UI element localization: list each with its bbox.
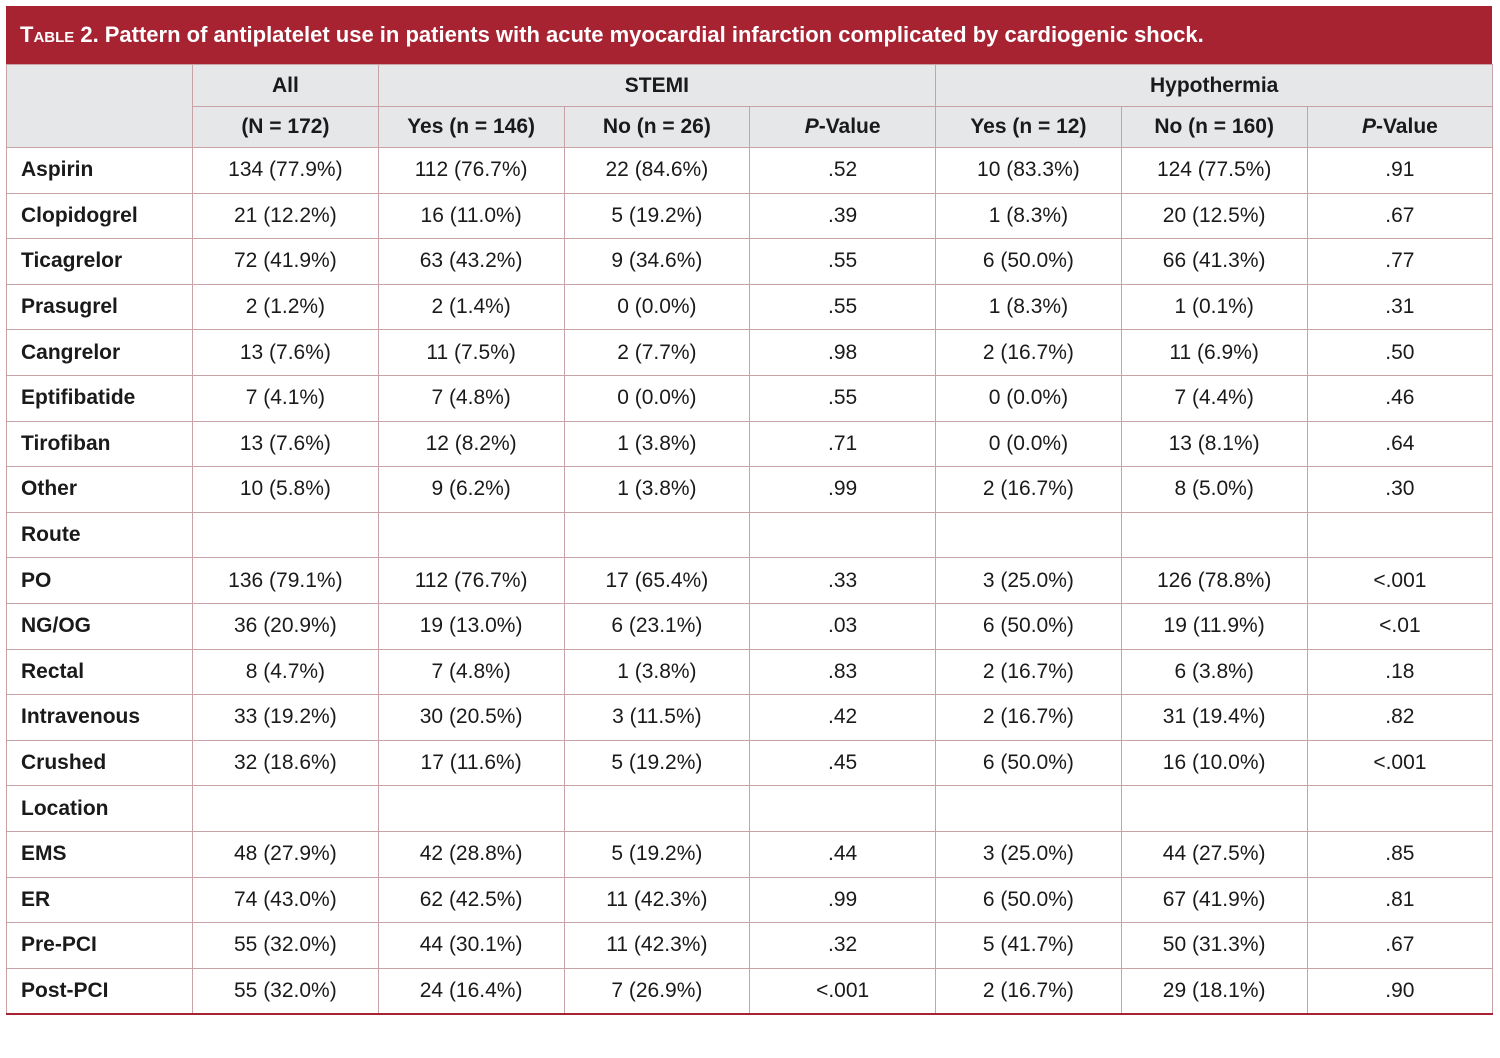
hypothermia-no-cell: 31 (19.4%) xyxy=(1121,695,1307,741)
stemi-pvalue-cell: .39 xyxy=(750,193,936,239)
stemi-pvalue-cell: .33 xyxy=(750,558,936,604)
row-label: Post-PCI xyxy=(7,968,193,1014)
hypothermia-no-cell: 124 (77.5%) xyxy=(1121,148,1307,194)
hypothermia-yes-cell: 2 (16.7%) xyxy=(936,968,1122,1014)
row-label: Prasugrel xyxy=(7,284,193,330)
stemi-pvalue-cell xyxy=(750,512,936,558)
stemi-pvalue-cell: .55 xyxy=(750,239,936,285)
hypothermia-yes-cell: 6 (50.0%) xyxy=(936,603,1122,649)
stemi-no-cell: 6 (23.1%) xyxy=(564,603,750,649)
hypothermia-pvalue-cell: .18 xyxy=(1307,649,1493,695)
all-cell: 13 (7.6%) xyxy=(193,330,379,376)
stemi-yes-cell: 16 (11.0%) xyxy=(378,193,564,239)
stemi-no-cell: 3 (11.5%) xyxy=(564,695,750,741)
hypothermia-pvalue-cell: .46 xyxy=(1307,375,1493,421)
all-cell: 8 (4.7%) xyxy=(193,649,379,695)
hypothermia-yes-cell: 2 (16.7%) xyxy=(936,330,1122,376)
stemi-pvalue-cell: .44 xyxy=(750,831,936,877)
hypothermia-pvalue-cell xyxy=(1307,786,1493,832)
table-body xyxy=(7,148,1493,1014)
table-row xyxy=(7,968,1493,1014)
stemi-yes-cell: 9 (6.2%) xyxy=(378,467,564,513)
header-stemi-yes: Yes (n = 146) xyxy=(378,107,564,148)
row-label: Crushed xyxy=(7,740,193,786)
table-row xyxy=(7,786,1493,832)
hypothermia-yes-cell: 2 (16.7%) xyxy=(936,695,1122,741)
row-label: Aspirin xyxy=(7,148,193,194)
all-cell xyxy=(193,512,379,558)
hypothermia-no-cell: 8 (5.0%) xyxy=(1121,467,1307,513)
table-row xyxy=(7,923,1493,969)
row-label: Other xyxy=(7,467,193,513)
header-stemi-pvalue: P-Value xyxy=(750,107,936,148)
all-cell: 10 (5.8%) xyxy=(193,467,379,513)
all-cell: 33 (19.2%) xyxy=(193,695,379,741)
stemi-pvalue-cell: .55 xyxy=(750,284,936,330)
hypothermia-pvalue-cell: .82 xyxy=(1307,695,1493,741)
hypothermia-yes-cell: 3 (25.0%) xyxy=(936,831,1122,877)
header-all: All xyxy=(193,65,379,107)
table-row xyxy=(7,695,1493,741)
hypothermia-pvalue-cell: .85 xyxy=(1307,831,1493,877)
row-label: Eptifibatide xyxy=(7,375,193,421)
header-corner-lower xyxy=(7,107,193,148)
hypothermia-yes-cell: 1 (8.3%) xyxy=(936,193,1122,239)
stemi-pvalue-cell: .42 xyxy=(750,695,936,741)
table-row xyxy=(7,603,1493,649)
hypothermia-pvalue-cell: .81 xyxy=(1307,877,1493,923)
hypothermia-pvalue-cell: .50 xyxy=(1307,330,1493,376)
stemi-pvalue-cell: .45 xyxy=(750,740,936,786)
stemi-no-cell: 7 (26.9%) xyxy=(564,968,750,1014)
hypothermia-yes-cell: 0 (0.0%) xyxy=(936,375,1122,421)
hypothermia-pvalue-cell: <.001 xyxy=(1307,558,1493,604)
stemi-no-cell: 5 (19.2%) xyxy=(564,740,750,786)
header-hypothermia: Hypothermia xyxy=(936,65,1493,107)
stemi-pvalue-cell: .98 xyxy=(750,330,936,376)
table-row xyxy=(7,512,1493,558)
hypothermia-no-cell: 6 (3.8%) xyxy=(1121,649,1307,695)
hypothermia-yes-cell: 3 (25.0%) xyxy=(936,558,1122,604)
hypothermia-no-cell: 7 (4.4%) xyxy=(1121,375,1307,421)
stemi-pvalue-cell: .32 xyxy=(750,923,936,969)
stemi-yes-cell: 63 (43.2%) xyxy=(378,239,564,285)
all-cell: 48 (27.9%) xyxy=(193,831,379,877)
all-cell: 21 (12.2%) xyxy=(193,193,379,239)
header-stemi-no: No (n = 26) xyxy=(564,107,750,148)
stemi-yes-cell xyxy=(378,786,564,832)
hypothermia-pvalue-cell: .90 xyxy=(1307,968,1493,1014)
hypothermia-yes-cell: 0 (0.0%) xyxy=(936,421,1122,467)
stemi-no-cell: 5 (19.2%) xyxy=(564,831,750,877)
stemi-yes-cell: 24 (16.4%) xyxy=(378,968,564,1014)
stemi-pvalue-cell: .03 xyxy=(750,603,936,649)
hypothermia-yes-cell: 1 (8.3%) xyxy=(936,284,1122,330)
header-corner xyxy=(7,65,193,107)
hypothermia-yes-cell: 10 (83.3%) xyxy=(936,148,1122,194)
stemi-no-cell: 11 (42.3%) xyxy=(564,923,750,969)
stemi-no-cell: 11 (42.3%) xyxy=(564,877,750,923)
table-figure xyxy=(6,6,1492,1015)
all-cell: 72 (41.9%) xyxy=(193,239,379,285)
table-row xyxy=(7,467,1493,513)
hypothermia-yes-cell: 6 (50.0%) xyxy=(936,239,1122,285)
all-cell xyxy=(193,786,379,832)
header-hypothermia-no: No (n = 160) xyxy=(1121,107,1307,148)
row-label: EMS xyxy=(7,831,193,877)
antiplatelet-table xyxy=(6,64,1493,1015)
table-row xyxy=(7,649,1493,695)
hypothermia-pvalue-cell: <.001 xyxy=(1307,740,1493,786)
row-label: Intravenous xyxy=(7,695,193,741)
hypothermia-pvalue-cell: <.01 xyxy=(1307,603,1493,649)
stemi-pvalue-cell: .71 xyxy=(750,421,936,467)
hypothermia-no-cell: 126 (78.8%) xyxy=(1121,558,1307,604)
hypothermia-yes-cell: 6 (50.0%) xyxy=(936,877,1122,923)
hypothermia-pvalue-cell: .67 xyxy=(1307,923,1493,969)
hypothermia-no-cell xyxy=(1121,512,1307,558)
all-cell: 136 (79.1%) xyxy=(193,558,379,604)
row-label: ER xyxy=(7,877,193,923)
table-row xyxy=(7,330,1493,376)
row-label: Rectal xyxy=(7,649,193,695)
table-row xyxy=(7,421,1493,467)
stemi-yes-cell: 2 (1.4%) xyxy=(378,284,564,330)
stemi-pvalue-cell: .55 xyxy=(750,375,936,421)
stemi-no-cell xyxy=(564,512,750,558)
table-row xyxy=(7,148,1493,194)
header-stemi: STEMI xyxy=(378,65,935,107)
all-cell: 13 (7.6%) xyxy=(193,421,379,467)
hypothermia-yes-cell: 2 (16.7%) xyxy=(936,649,1122,695)
hypothermia-yes-cell xyxy=(936,786,1122,832)
table-row xyxy=(7,375,1493,421)
stemi-no-cell: 5 (19.2%) xyxy=(564,193,750,239)
stemi-yes-cell: 17 (11.6%) xyxy=(378,740,564,786)
row-label: Clopidogrel xyxy=(7,193,193,239)
row-label: Ticagrelor xyxy=(7,239,193,285)
stemi-yes-cell: 112 (76.7%) xyxy=(378,558,564,604)
stemi-no-cell: 0 (0.0%) xyxy=(564,284,750,330)
hypothermia-pvalue-cell: .91 xyxy=(1307,148,1493,194)
stemi-pvalue-cell: .99 xyxy=(750,467,936,513)
hypothermia-yes-cell: 2 (16.7%) xyxy=(936,467,1122,513)
hypothermia-no-cell: 19 (11.9%) xyxy=(1121,603,1307,649)
stemi-no-cell: 0 (0.0%) xyxy=(564,375,750,421)
hypothermia-no-cell: 16 (10.0%) xyxy=(1121,740,1307,786)
hypothermia-pvalue-cell: .31 xyxy=(1307,284,1493,330)
stemi-yes-cell: 19 (13.0%) xyxy=(378,603,564,649)
header-all-n: (N = 172) xyxy=(193,107,379,148)
all-cell: 7 (4.1%) xyxy=(193,375,379,421)
row-label: PO xyxy=(7,558,193,604)
all-cell: 55 (32.0%) xyxy=(193,968,379,1014)
hypothermia-no-cell: 1 (0.1%) xyxy=(1121,284,1307,330)
all-cell: 74 (43.0%) xyxy=(193,877,379,923)
stemi-no-cell: 2 (7.7%) xyxy=(564,330,750,376)
hypothermia-pvalue-cell: .67 xyxy=(1307,193,1493,239)
stemi-yes-cell: 30 (20.5%) xyxy=(378,695,564,741)
row-label: Pre-PCI xyxy=(7,923,193,969)
hypothermia-pvalue-cell: .77 xyxy=(1307,239,1493,285)
stemi-yes-cell: 42 (28.8%) xyxy=(378,831,564,877)
hypothermia-no-cell: 13 (8.1%) xyxy=(1121,421,1307,467)
table-row xyxy=(7,831,1493,877)
hypothermia-no-cell: 29 (18.1%) xyxy=(1121,968,1307,1014)
stemi-pvalue-cell: .83 xyxy=(750,649,936,695)
hypothermia-yes-cell: 5 (41.7%) xyxy=(936,923,1122,969)
table-row xyxy=(7,193,1493,239)
table-number: Table 2. xyxy=(20,22,99,47)
stemi-no-cell: 1 (3.8%) xyxy=(564,649,750,695)
row-label: NG/OG xyxy=(7,603,193,649)
stemi-no-cell: 9 (34.6%) xyxy=(564,239,750,285)
stemi-pvalue-cell: .99 xyxy=(750,877,936,923)
hypothermia-no-cell: 67 (41.9%) xyxy=(1121,877,1307,923)
stemi-pvalue-cell: <.001 xyxy=(750,968,936,1014)
hypothermia-no-cell: 50 (31.3%) xyxy=(1121,923,1307,969)
table-row xyxy=(7,284,1493,330)
stemi-yes-cell: 62 (42.5%) xyxy=(378,877,564,923)
all-cell: 55 (32.0%) xyxy=(193,923,379,969)
stemi-no-cell xyxy=(564,786,750,832)
stemi-yes-cell: 7 (4.8%) xyxy=(378,375,564,421)
stemi-no-cell: 1 (3.8%) xyxy=(564,467,750,513)
hypothermia-no-cell: 11 (6.9%) xyxy=(1121,330,1307,376)
hypothermia-no-cell: 66 (41.3%) xyxy=(1121,239,1307,285)
hypothermia-no-cell xyxy=(1121,786,1307,832)
all-cell: 36 (20.9%) xyxy=(193,603,379,649)
stemi-yes-cell: 12 (8.2%) xyxy=(378,421,564,467)
hypothermia-no-cell: 44 (27.5%) xyxy=(1121,831,1307,877)
hypothermia-no-cell: 20 (12.5%) xyxy=(1121,193,1307,239)
table-row xyxy=(7,740,1493,786)
stemi-no-cell: 17 (65.4%) xyxy=(564,558,750,604)
hypothermia-yes-cell: 6 (50.0%) xyxy=(936,740,1122,786)
stemi-pvalue-cell: .52 xyxy=(750,148,936,194)
table-title xyxy=(6,6,1492,64)
stemi-yes-cell: 7 (4.8%) xyxy=(378,649,564,695)
row-label: Location xyxy=(7,786,193,832)
stemi-yes-cell xyxy=(378,512,564,558)
all-cell: 134 (77.9%) xyxy=(193,148,379,194)
row-label: Tirofiban xyxy=(7,421,193,467)
header-hypothermia-yes: Yes (n = 12) xyxy=(936,107,1122,148)
row-label: Route xyxy=(7,512,193,558)
stemi-no-cell: 22 (84.6%) xyxy=(564,148,750,194)
stemi-yes-cell: 112 (76.7%) xyxy=(378,148,564,194)
table-row xyxy=(7,558,1493,604)
all-cell: 2 (1.2%) xyxy=(193,284,379,330)
table-row xyxy=(7,877,1493,923)
all-cell: 32 (18.6%) xyxy=(193,740,379,786)
stemi-no-cell: 1 (3.8%) xyxy=(564,421,750,467)
stemi-yes-cell: 11 (7.5%) xyxy=(378,330,564,376)
hypothermia-pvalue-cell: .30 xyxy=(1307,467,1493,513)
hypothermia-yes-cell xyxy=(936,512,1122,558)
header-hypothermia-pvalue: P-Value xyxy=(1307,107,1493,148)
hypothermia-pvalue-cell: .64 xyxy=(1307,421,1493,467)
table-row xyxy=(7,239,1493,285)
stemi-pvalue-cell xyxy=(750,786,936,832)
row-label: Cangrelor xyxy=(7,330,193,376)
stemi-yes-cell: 44 (30.1%) xyxy=(378,923,564,969)
hypothermia-pvalue-cell xyxy=(1307,512,1493,558)
table-caption: Pattern of antiplatelet use in patients with acute myocardial infarction complicated by cardiogenic shock. xyxy=(104,22,1204,47)
